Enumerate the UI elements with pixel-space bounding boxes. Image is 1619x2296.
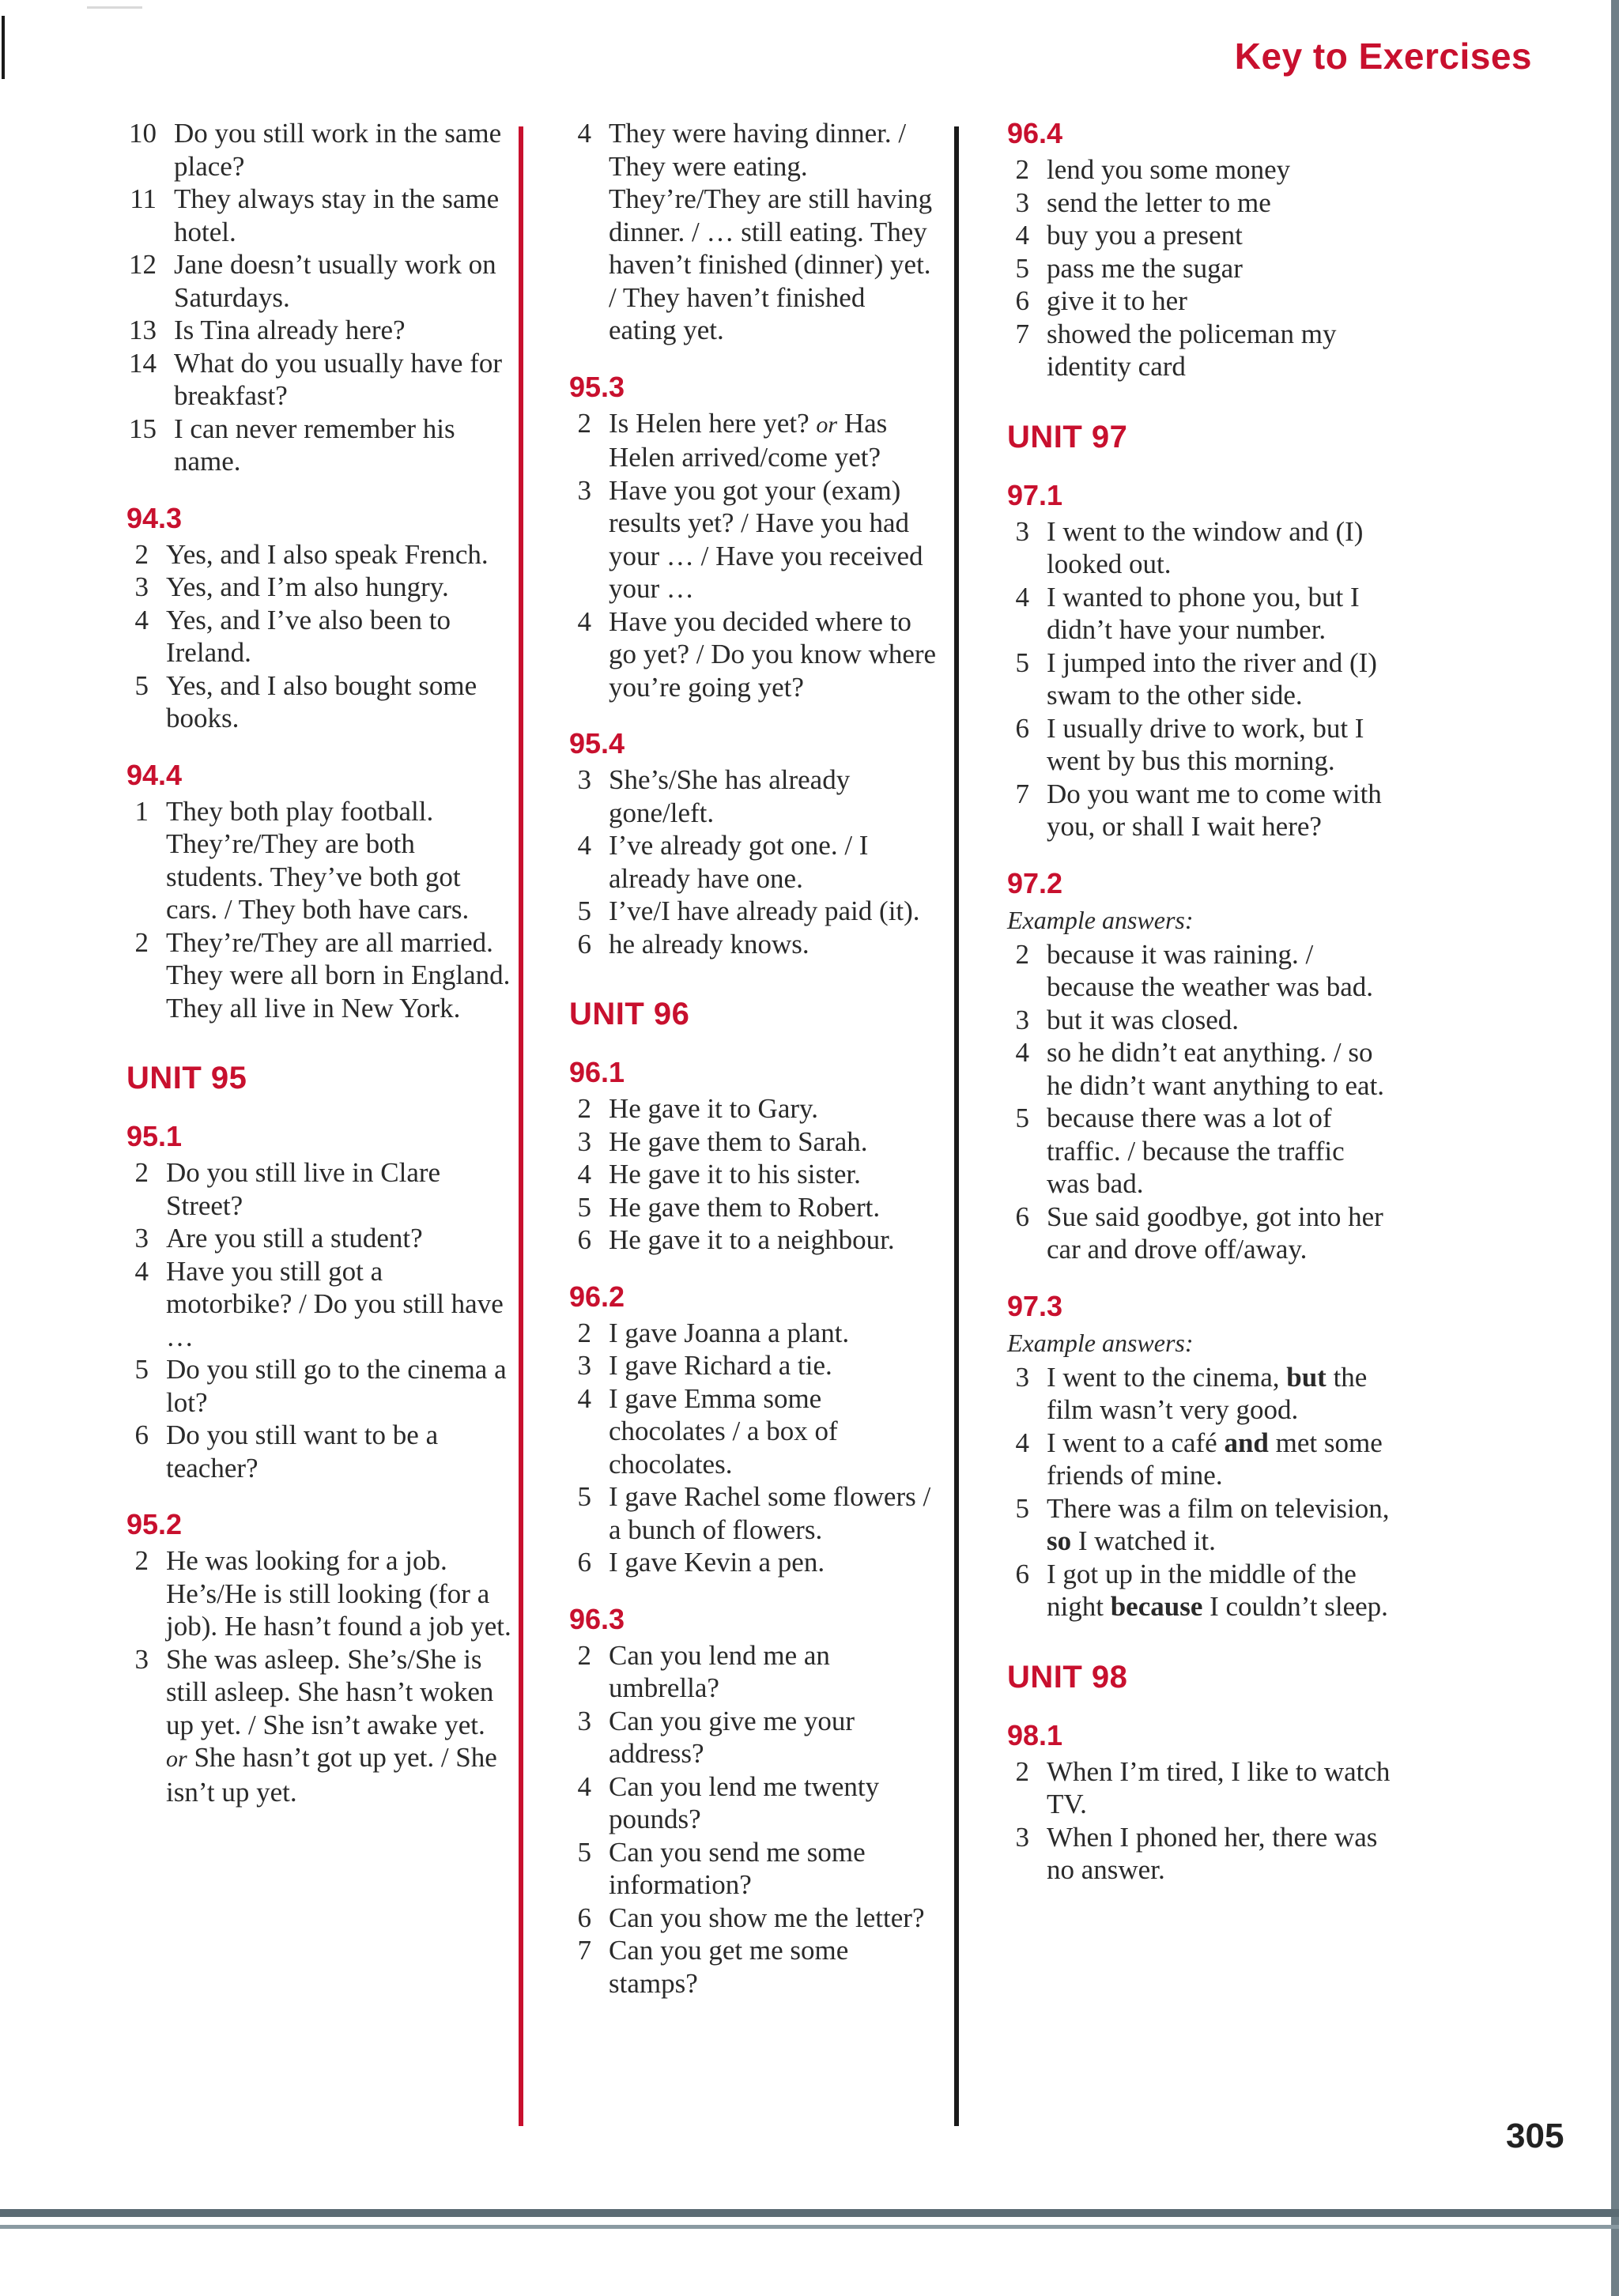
binding-edge-line: [2, 16, 5, 79]
answer-number: 4: [577, 1770, 591, 1802]
answer-text: I usually drive to work, but I went by bus this morning.: [1047, 712, 1364, 776]
column-divider-red: [519, 126, 523, 2126]
answer-text: He gave it to his sister.: [609, 1159, 861, 1189]
column-divider-black: [954, 126, 959, 2126]
answer-item: [998, 1361, 1393, 1427]
answer-text: He gave them to Robert.: [609, 1191, 881, 1223]
answer-number: 2: [577, 1317, 591, 1348]
answer-text: I’ve/I have already paid (it).: [609, 895, 920, 926]
answer-item: [117, 1255, 512, 1354]
answer-text: She was asleep. She’s/She is still asleep. She hasn’t woken up yet. / She isn’t awake yet. or She hasn’t got up yet. / She isn’t up yet.: [166, 1643, 497, 1808]
answer-item: [560, 1317, 939, 1350]
answer-item: [560, 829, 939, 895]
answer-number: 2: [1015, 154, 1029, 185]
answer-item: [117, 1643, 512, 1809]
exercise-heading: 97.3: [1007, 1289, 1063, 1322]
answer-item: [998, 1036, 1393, 1102]
answer-text: I went to the cinema, but the film wasn’t very good.: [1047, 1361, 1368, 1425]
answer-text: Do you still live in Clare Street?: [166, 1157, 441, 1221]
answer-text: She’s/She has already gone/left.: [609, 764, 851, 828]
answer-emphasis: because: [1110, 1591, 1203, 1622]
answer-text: I went to the window and (I) looked out.: [1047, 515, 1364, 579]
answer-text: lend you some money: [1047, 154, 1291, 185]
answer-item: [117, 604, 512, 669]
answer-text: but it was closed.: [1047, 1004, 1240, 1035]
answer-text: because there was a lot of traffic. / because the traffic was bad.: [1047, 1103, 1345, 1199]
answer-item: [560, 1158, 939, 1191]
answer-item: [998, 1427, 1393, 1492]
answer-text: I gave Richard a tie.: [609, 1350, 832, 1381]
exercise-heading: 96.1: [569, 1056, 625, 1088]
answer-item: [560, 763, 939, 829]
answer-column-2: [560, 117, 939, 2000]
answer-text: Can you lend me an umbrella?: [609, 1639, 830, 1703]
answer-number: 6: [1015, 712, 1029, 744]
answer-alternative: or: [816, 411, 838, 438]
exercise-heading: 95.2: [126, 1508, 183, 1540]
answer-item: [117, 669, 512, 735]
answer-number: 14: [129, 347, 157, 379]
answer-number: 4: [1015, 581, 1029, 613]
answer-item: [560, 1705, 939, 1770]
answer-number: 4: [577, 605, 591, 637]
answer-number: 12: [129, 249, 157, 280]
answer-item: [998, 778, 1393, 843]
answer-number: 2: [1015, 1755, 1029, 1787]
answer-number: 6: [577, 1902, 591, 1933]
answer-item: [560, 895, 939, 928]
answer-text: Yes, and I also bought some books.: [166, 669, 477, 733]
answer-text: Can you lend me twenty pounds?: [609, 1770, 880, 1834]
answer-number: 13: [129, 315, 157, 345]
answer-number: 5: [577, 895, 591, 926]
answer-item: [560, 1934, 939, 2000]
answer-item: [998, 515, 1393, 581]
answer-text: Have you decided where to go yet? / Do you know where you’re going yet?: [609, 605, 937, 703]
answer-number: 6: [1015, 1558, 1029, 1589]
answer-text: Do you still want to be a teacher?: [166, 1419, 439, 1484]
answer-item: [998, 1492, 1393, 1558]
answer-item: [117, 571, 512, 604]
answer-text: give it to her: [1047, 285, 1187, 316]
answer-item: [117, 795, 512, 926]
answer-number: 2: [134, 1545, 149, 1576]
answer-item: [998, 712, 1393, 778]
answer-number: 5: [1015, 1492, 1029, 1524]
answer-column-3: [998, 117, 1393, 1887]
answer-number: 5: [577, 1836, 591, 1868]
answer-text: There was a film on television, so I watched it.: [1047, 1492, 1390, 1556]
answer-text: Can you show me the letter?: [609, 1902, 925, 1933]
answer-text: I wanted to phone you, but I didn’t have your number.: [1047, 581, 1360, 645]
answer-number: 3: [134, 571, 149, 602]
answer-item: [998, 1558, 1393, 1623]
answer-text: Are you still a student?: [166, 1223, 423, 1254]
answer-number: 4: [577, 1382, 591, 1414]
answer-text: They’re/They are all married. They were all born in England. They all live in New York.: [166, 926, 511, 1024]
answer-item: [117, 1222, 512, 1255]
answer-item: [998, 285, 1393, 318]
footer-bar-thin: [0, 2225, 1619, 2229]
exercise-heading: 95.3: [569, 370, 625, 403]
answer-text: He gave it to Gary.: [609, 1093, 818, 1124]
answer-number: 3: [134, 1223, 149, 1254]
answer-text: He gave them to Sarah.: [609, 1125, 868, 1157]
exercise-heading: 97.2: [1007, 866, 1063, 899]
answer-emphasis: but: [1286, 1361, 1327, 1393]
answer-item: [560, 1382, 939, 1481]
answer-number: 5: [134, 1354, 149, 1385]
answer-number: 3: [134, 1643, 149, 1675]
answer-item: [560, 1770, 939, 1836]
exercise-heading: 96.4: [1007, 117, 1063, 149]
exercise-heading: 96.3: [569, 1602, 625, 1635]
answer-text: Yes, and I’m also hungry.: [166, 571, 449, 602]
answer-text: They always stay in the same hotel.: [174, 183, 500, 247]
answer-number: 4: [1015, 220, 1029, 251]
answer-text: Do you want me to come with you, or shall I wait here?: [1047, 778, 1382, 842]
unit-heading: UNIT 95: [126, 1061, 247, 1095]
exercise-heading: 95.4: [569, 727, 625, 760]
answer-item: [560, 1223, 939, 1257]
answer-number: 4: [577, 118, 591, 149]
unit-heading: UNIT 97: [1007, 419, 1128, 454]
answer-item: [998, 647, 1393, 712]
answer-number: 7: [1015, 318, 1029, 349]
top-edge-mark: [87, 6, 142, 9]
answer-text: because it was raining. / because the weather was bad.: [1047, 938, 1373, 1002]
answer-text: Is Tina already here?: [174, 315, 406, 345]
answer-item: [560, 474, 939, 605]
answer-number: 4: [134, 1255, 149, 1287]
answer-number: 3: [1015, 515, 1029, 547]
answer-item: [117, 1419, 512, 1484]
answer-text: I jumped into the river and (I) swam to the other side.: [1047, 647, 1377, 711]
example-note: Example answers:: [1007, 905, 1194, 934]
answer-text: Is Helen here yet? or Has Helen arrived/come yet?: [609, 407, 888, 473]
answer-item: [998, 1102, 1393, 1201]
answer-text: so he didn’t eat anything. / so he didn’t want anything to eat.: [1047, 1037, 1385, 1101]
answer-item: [998, 1004, 1393, 1037]
answer-text: They both play football. They’re/They are both students. They’ve both got cars. / They both have cars.: [166, 795, 470, 925]
answer-item: [560, 1546, 939, 1579]
answer-item: [998, 581, 1393, 647]
answer-text: I got up in the middle of the night because I couldn’t sleep.: [1047, 1558, 1388, 1622]
answer-number: 4: [577, 830, 591, 861]
answer-number: 5: [577, 1481, 591, 1512]
answer-item: [117, 926, 512, 1025]
answer-text: I’ve already got one. / I already have one.: [609, 830, 869, 894]
answer-item: [117, 538, 512, 571]
answer-number: 3: [1015, 1361, 1029, 1393]
answer-item: [560, 1639, 939, 1705]
answer-number: 2: [577, 407, 591, 439]
answer-number: 2: [577, 1093, 591, 1124]
answer-item: [117, 413, 512, 478]
answer-text: He was looking for a job. He’s/He is still looking (for a job). He hasn’t found a job yet.: [166, 1545, 511, 1642]
answer-number: 2: [134, 1157, 149, 1188]
answer-item: [560, 1836, 939, 1902]
answer-emphasis: so: [1047, 1525, 1072, 1556]
answer-text: Can you get me some stamps?: [609, 1935, 849, 1999]
answer-item: [117, 1156, 512, 1222]
answer-emphasis: and: [1224, 1427, 1269, 1458]
answer-text: They were having dinner. / They were eating. They’re/They are still having dinner. / … still eating. They haven’t finished (dinner) yet. / They haven’t finished eating yet.: [609, 118, 933, 345]
answer-number: 2: [577, 1639, 591, 1671]
answer-item: [998, 938, 1393, 1004]
answer-item: [560, 1349, 939, 1382]
answer-text: Have you got your (exam) results yet? / Have you had your … / Have you received your …: [609, 474, 923, 604]
answer-text: Can you send me some information?: [609, 1836, 866, 1900]
answer-item: [998, 252, 1393, 285]
example-note: Example answers:: [1007, 1328, 1194, 1357]
answer-text: Do you still work in the same place?: [174, 118, 502, 182]
answer-item: [998, 1821, 1393, 1887]
answer-number: 2: [1015, 938, 1029, 970]
answer-text: I gave Joanna a plant.: [609, 1317, 850, 1348]
answer-text: Yes, and I also speak French.: [166, 538, 489, 570]
answer-text: pass me the sugar: [1047, 252, 1243, 284]
answer-item: [998, 1755, 1393, 1821]
answer-text: Jane doesn’t usually work on Saturdays.: [174, 249, 496, 313]
answer-column-1: [117, 117, 512, 1808]
answer-text: When I phoned her, there was no answer.: [1047, 1821, 1378, 1885]
answer-number: 4: [1015, 1037, 1029, 1068]
answer-text: I gave Emma some chocolates / a box of chocolates.: [609, 1382, 838, 1480]
answer-item: [117, 117, 512, 183]
page-number: 305: [1506, 2117, 1564, 2155]
answer-item: [998, 219, 1393, 252]
answer-item: [998, 318, 1393, 383]
unit-heading: UNIT 98: [1007, 1659, 1128, 1695]
answer-number: 1: [134, 795, 149, 827]
answer-number: 3: [577, 474, 591, 506]
exercise-heading: 94.4: [126, 758, 183, 791]
answer-text: Do you still go to the cinema a lot?: [166, 1354, 507, 1418]
answer-text: I went to a café and met some friends of mine.: [1047, 1427, 1383, 1491]
answer-number: 3: [1015, 1004, 1029, 1035]
answer-number: 2: [134, 538, 149, 570]
answer-text: showed the policeman my identity card: [1047, 318, 1337, 382]
answer-number: 7: [1015, 778, 1029, 809]
answer-number: 7: [577, 1935, 591, 1966]
answer-item: [117, 1353, 512, 1419]
page-right-edge: [1611, 0, 1619, 2296]
answer-text: Can you give me your address?: [609, 1705, 855, 1769]
answer-number: 3: [577, 764, 591, 795]
answer-item: [560, 928, 939, 961]
answer-alternative: or: [166, 1746, 187, 1772]
answer-item: [560, 1092, 939, 1125]
footer-bar: [0, 2209, 1619, 2217]
answer-number: 3: [1015, 1821, 1029, 1853]
answer-item: [117, 347, 512, 413]
answer-item: [117, 314, 512, 347]
answer-text: I gave Rachel some flowers / a bunch of flowers.: [609, 1481, 931, 1545]
answer-number: 3: [577, 1350, 591, 1381]
answer-item: [998, 153, 1393, 187]
answer-text: buy you a present: [1047, 220, 1243, 251]
answer-number: 5: [1015, 1103, 1029, 1133]
answer-number: 5: [577, 1191, 591, 1223]
answer-item: [560, 1191, 939, 1224]
answer-text: send the letter to me: [1047, 187, 1271, 218]
answer-item: [560, 1480, 939, 1546]
answer-item: [117, 183, 512, 248]
answer-number: 6: [577, 1224, 591, 1255]
unit-heading: UNIT 96: [569, 997, 690, 1031]
answer-text: What do you usually have for breakfast?: [174, 347, 503, 411]
answer-text: Sue said goodbye, got into her car and drove off/away.: [1047, 1201, 1383, 1265]
answer-number: 4: [577, 1159, 591, 1189]
answer-number: 5: [1015, 647, 1029, 678]
answer-number: 3: [577, 1125, 591, 1157]
answer-number: 3: [577, 1705, 591, 1736]
answer-item: [560, 407, 939, 474]
answer-number: 6: [577, 1547, 591, 1578]
answer-number: 10: [129, 118, 157, 149]
answer-text: When I’m tired, I like to watch TV.: [1047, 1755, 1391, 1819]
exercise-heading: 98.1: [1007, 1718, 1063, 1751]
answer-number: 3: [1015, 187, 1029, 218]
answer-item: [117, 248, 512, 314]
exercise-heading: 95.1: [126, 1120, 183, 1152]
exercise-heading: 94.3: [126, 501, 183, 534]
answer-number: 11: [130, 183, 157, 214]
answer-item: [560, 605, 939, 704]
answer-text: Have you still got a motorbike? / Do you still have …: [166, 1255, 504, 1352]
answer-number: 6: [134, 1419, 149, 1450]
answer-number: 5: [1015, 252, 1029, 284]
answer-number: 5: [134, 669, 149, 701]
answer-item: [560, 1125, 939, 1159]
exercise-heading: 97.1: [1007, 478, 1063, 511]
answer-item: [998, 1201, 1393, 1266]
answer-number: 6: [1015, 1201, 1029, 1232]
running-header: Key to Exercises: [1234, 36, 1532, 77]
answer-number: 4: [134, 604, 149, 635]
answer-text: He gave it to a neighbour.: [609, 1224, 895, 1255]
answer-number: 15: [129, 413, 157, 444]
answer-text: he already knows.: [609, 928, 810, 959]
answer-text: Yes, and I’ve also been to Ireland.: [166, 604, 451, 668]
answer-number: 6: [577, 928, 591, 959]
answer-text: I can never remember his name.: [174, 413, 455, 477]
answer-item: [998, 187, 1393, 220]
answer-text: I gave Kevin a pen.: [609, 1547, 825, 1578]
answer-number: 2: [134, 926, 149, 958]
answer-item: [560, 117, 939, 347]
answer-item: [117, 1544, 512, 1643]
answer-item: [560, 1902, 939, 1935]
exercise-heading: 96.2: [569, 1280, 625, 1313]
answer-number: 6: [1015, 285, 1029, 316]
answer-number: 4: [1015, 1427, 1029, 1458]
